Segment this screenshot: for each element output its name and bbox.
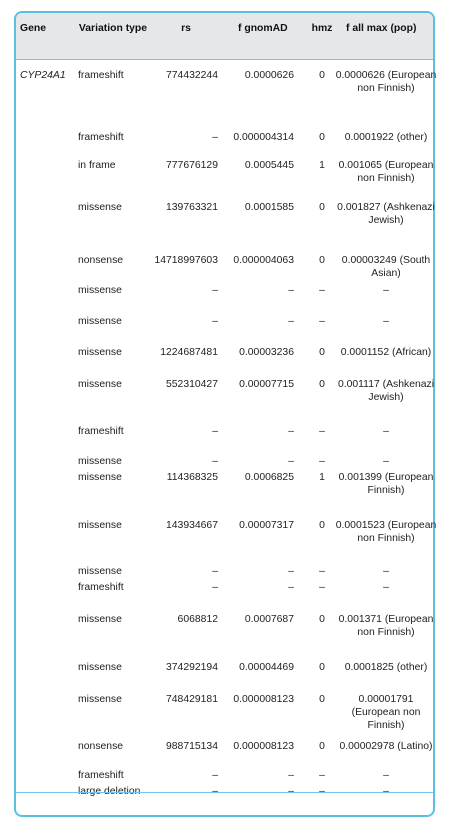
table-frame xyxy=(14,11,435,817)
cell-hmz: 0 xyxy=(319,614,325,625)
header-fmax: f all max (pop) xyxy=(346,23,417,34)
cell-var: missense xyxy=(78,202,122,213)
cell-var: missense xyxy=(78,456,122,467)
bottom-divider xyxy=(16,792,433,793)
cell-fmax: 0.00002978 (Latino) xyxy=(339,741,433,752)
cell-rs: – xyxy=(212,582,218,593)
cell-gnomad: 0.0001585 xyxy=(244,202,294,213)
cell-var: missense xyxy=(78,662,122,673)
cell-fmax: 0.0001523 (European non Finnish) xyxy=(335,520,437,544)
cell-gnomad: – xyxy=(288,566,294,577)
cell-var: missense xyxy=(78,379,122,390)
cell-gnomad: 0.0000626 xyxy=(244,70,294,81)
cell-hmz: 0 xyxy=(319,202,325,213)
cell-rs: 988715134 xyxy=(165,741,218,752)
cell-rs: 114368325 xyxy=(166,472,218,483)
cell-rs: 143934667 xyxy=(165,520,218,531)
cell-hmz: – xyxy=(319,456,325,467)
cell-rs: 6068812 xyxy=(177,614,218,625)
cell-fmax: – xyxy=(383,426,389,437)
cell-fmax: 0.001065 (European non Finnish) xyxy=(338,160,434,184)
cell-gnomad: 0.000004314 xyxy=(233,132,294,143)
cell-fmax: 0.0001152 (African) xyxy=(340,347,432,358)
cell-rs: – xyxy=(212,132,218,143)
cell-gnomad: – xyxy=(288,426,294,437)
cell-var: frameshift xyxy=(78,582,124,593)
cell-fmax: – xyxy=(383,316,389,327)
cell-fmax: 0.001117 (Ashkenazi Jewish) xyxy=(337,379,435,403)
cell-var: missense xyxy=(78,614,122,625)
header-divider xyxy=(16,59,433,60)
cell-rs: 374292194 xyxy=(165,662,218,673)
cell-hmz: – xyxy=(319,770,325,781)
cell-hmz: – xyxy=(319,426,325,437)
cell-gnomad: 0.00007715 xyxy=(239,379,294,390)
cell-hmz: 0 xyxy=(319,694,325,705)
header-gene: Gene xyxy=(20,23,46,34)
cell-hmz: 0 xyxy=(319,741,325,752)
header-gnomad: f gnomAD xyxy=(238,23,288,34)
cell-var: frameshift xyxy=(78,770,124,781)
cell-rs: 139763321 xyxy=(165,202,218,213)
table-header xyxy=(16,13,433,59)
cell-hmz: 1 xyxy=(319,160,325,171)
cell-gnomad: – xyxy=(288,582,294,593)
cell-var: frameshift xyxy=(78,426,124,437)
cell-fmax: – xyxy=(383,582,389,593)
cell-rs: 774432244 xyxy=(165,70,218,81)
cell-fmax: 0.0000626 (European non Finnish) xyxy=(335,70,437,94)
cell-hmz: 0 xyxy=(319,70,325,81)
cell-var: frameshift xyxy=(78,132,124,143)
cell-gnomad: 0.000004063 xyxy=(233,255,294,266)
cell-hmz: 0 xyxy=(319,255,325,266)
cell-gnomad: 0.00004469 xyxy=(239,662,294,673)
cell-gnomad: – xyxy=(288,456,294,467)
cell-var: missense xyxy=(78,347,122,358)
cell-fmax: 0.0001825 (other) xyxy=(344,662,428,673)
cell-hmz: – xyxy=(319,582,325,593)
cell-gnomad: 0.000008123 xyxy=(233,694,294,705)
cell-hmz: – xyxy=(319,566,325,577)
cell-var: frameshift xyxy=(78,70,124,81)
cell-fmax: – xyxy=(383,285,389,296)
cell-var: missense xyxy=(78,472,122,483)
cell-rs: – xyxy=(212,770,218,781)
cell-hmz: 0 xyxy=(319,347,325,358)
cell-rs: 777676129 xyxy=(165,160,218,171)
cell-gnomad: 0.00003236 xyxy=(239,347,294,358)
cell-var: in frame xyxy=(78,160,116,171)
cell-fmax: – xyxy=(383,566,389,577)
cell-rs: – xyxy=(212,285,218,296)
cell-rs: – xyxy=(212,426,218,437)
cell-hmz: 0 xyxy=(319,379,325,390)
cell-rs: – xyxy=(212,316,218,327)
cell-fmax: 0.001827 (Ashkenazi Jewish) xyxy=(337,202,435,226)
cell-var: missense xyxy=(78,285,122,296)
header-hmz: hmz xyxy=(311,23,333,34)
cell-rs: 1224687481 xyxy=(160,347,218,358)
cell-gnomad: 0.0007687 xyxy=(244,614,294,625)
cell-var: missense xyxy=(78,316,122,327)
cell-hmz: – xyxy=(319,316,325,327)
cell-hmz: 0 xyxy=(319,132,325,143)
cell-rs: 14718997603 xyxy=(154,255,218,266)
cell-rs: – xyxy=(212,566,218,577)
cell-gnomad: 0.0005445 xyxy=(244,160,294,171)
cell-var: missense xyxy=(78,566,122,577)
cell-fmax: 0.00001791 (European non Finnish) xyxy=(351,694,421,731)
cell-fmax: 0.0001922 (other) xyxy=(344,132,428,143)
header-variation-type: Variation type xyxy=(78,23,148,34)
cell-hmz: 0 xyxy=(319,520,325,531)
cell-hmz: 1 xyxy=(319,472,325,483)
cell-fmax: 0.00003249 (South Asian) xyxy=(341,255,431,279)
cell-fmax: 0.001399 (European Finnish) xyxy=(338,472,434,496)
cell-fmax: – xyxy=(383,770,389,781)
cell-gnomad: – xyxy=(288,770,294,781)
cell-gnomad: 0.00007317 xyxy=(239,520,294,531)
cell-hmz: 0 xyxy=(319,662,325,673)
cell-var: nonsense xyxy=(78,255,124,266)
header-rs: rs xyxy=(181,23,191,34)
cell-rs: 552310427 xyxy=(165,379,218,390)
cell-gene: CYP24A1 xyxy=(20,70,66,81)
cell-var: missense xyxy=(78,520,122,531)
cell-rs: – xyxy=(212,456,218,467)
cell-var: nonsense xyxy=(78,741,124,752)
cell-gnomad: 0.000008123 xyxy=(233,741,294,752)
cell-fmax: – xyxy=(383,456,389,467)
cell-var: missense xyxy=(78,694,122,705)
cell-gnomad: 0.0006825 xyxy=(244,472,294,483)
cell-gnomad: – xyxy=(288,285,294,296)
cell-fmax: 0.001371 (European non Finnish) xyxy=(338,614,434,638)
cell-hmz: – xyxy=(319,285,325,296)
cell-rs: 748429181 xyxy=(165,694,218,705)
cell-gnomad: – xyxy=(288,316,294,327)
